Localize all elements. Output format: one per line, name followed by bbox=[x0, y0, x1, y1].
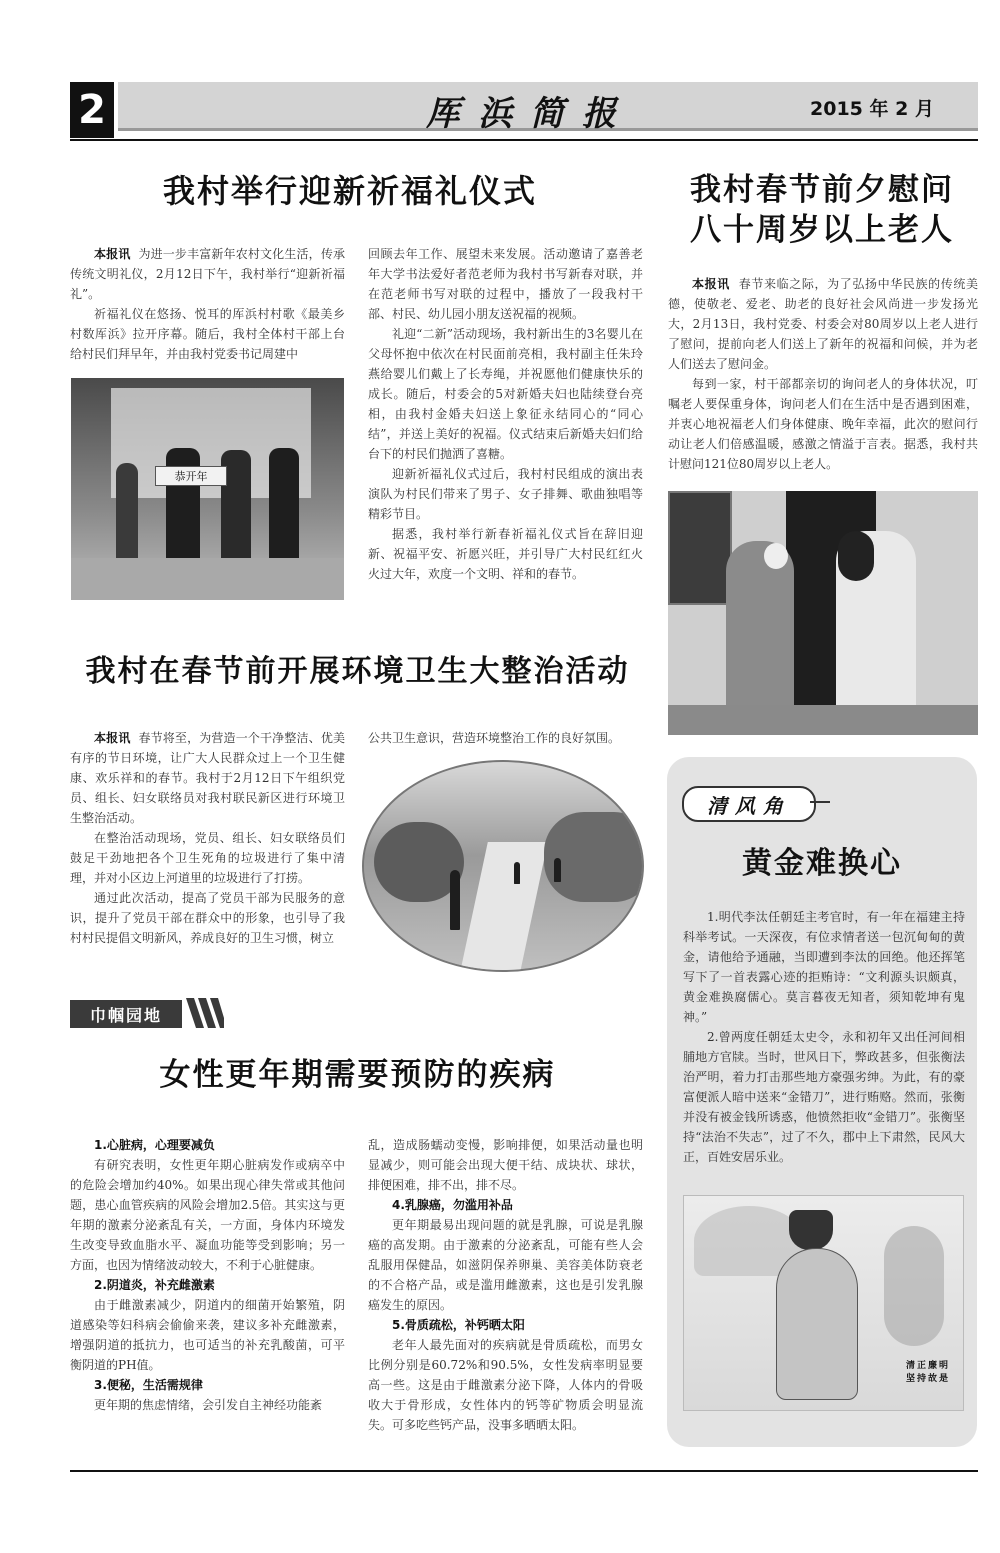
section-tab-stripes bbox=[184, 998, 224, 1028]
section-tab-women: 巾帼园地 bbox=[70, 1000, 182, 1028]
sidebar-painting bbox=[683, 1195, 964, 1411]
article4-title: 女性更年期需要预防的疾病 bbox=[159, 1057, 556, 1093]
elderly-visit-photo bbox=[668, 491, 978, 735]
page-number: 2 bbox=[70, 82, 114, 138]
article3-tag: 本报讯 bbox=[692, 277, 730, 291]
sidebar-body bbox=[683, 907, 965, 1167]
article2-p4: 公共卫生意识，营造环境整治工作的良好氛围。 bbox=[368, 731, 621, 745]
article2-title: 我村在春节前开展环境卫生大整治活动 bbox=[85, 654, 630, 689]
article1-title: 我村举行迎新祈福礼仪式 bbox=[162, 172, 537, 210]
article4-p3b: 乱，造成肠蠕动变慢，影响排便，如果活动量也明显减少，则可能会出现大便干结、成块状、球状，排便困难，排不出，排不尽。 bbox=[368, 1138, 643, 1192]
photo-banner: 恭开年 bbox=[155, 466, 227, 486]
article1-p2: 祈福礼仪在悠扬、悦耳的厍浜村村歌《最美乡村数厍浜》拉开序幕。随后，我村全体村干部上台给村民们拜早年，并由我村党委书记周建中 bbox=[70, 307, 345, 361]
article2-p3: 通过此次活动，提高了党员干部为民服务的意识，提升了党员干部在群众中的形象，也引导了我村村民提倡文明新风，养成良好的卫生习惯，树立 bbox=[70, 891, 345, 945]
article4-p5: 老年人最先面对的疾病就是骨质疏松，而男女比例分别是60.72%和90.5%，女性发病率明显要高一些。这是由于雌激素分泌下降，人体内的骨吸收大于骨形成，女性体内的钙等矿物质会明显流失。可多吃些钙产品，没事多晒晒太阳。 bbox=[368, 1338, 643, 1432]
article3-p1: 春节来临之际，为了弘扬中华民族的传统美德，使敬老、爱老、助老的良好社会风尚进一步发扬光大，2月13日，我村党委、村委会对80周岁以上老人进行了慰问，提前向老人们送上了新年的祝福和问候，并为老人们送去了慰问金。 bbox=[668, 277, 978, 371]
article2-p2: 在整治活动现场，党员、组长、妇女联络员们鼓足干劲地把各个卫生死角的垃圾进行了集中清理，并对小区边上河道里的垃圾进行了打捞。 bbox=[70, 831, 345, 885]
article1-p4: 礼迎“二新”活动现场，我村新出生的3名婴儿在父母怀抱中依次在村民面前亮相，我村副主任朱玲燕给婴儿们戴上了长寿绳，并祝愿他们健康快乐的成长。随后，村委会的5对新婚夫妇也陆续登台亮相，由我村金婚夫妇送上象征永结同心的“同心结”，并送上美好的祝福。仪式结束后新婚夫妇们给台下的村民们抛洒了喜糖。 bbox=[368, 327, 643, 461]
article1-col1 bbox=[70, 244, 345, 364]
article4-h4: 4.乳腺癌，勿滥用补品 bbox=[392, 1198, 513, 1212]
article1-p6: 据悉，我村举行新春祈福礼仪式旨在辞旧迎新、祝福平安、祈愿兴旺，并引导广大村民红红火火过大年，欢度一个文明、祥和的春节。 bbox=[368, 527, 643, 581]
article1-p3: 回顾去年工作、展望未来发展。活动邀请了嘉善老年大学书法爱好者范老师为我村书写新春对联，并在范老师书写对联的过程中，播放了一段我村干部、村民、幼儿园小朋友送祝福的视频。 bbox=[368, 247, 643, 321]
article1-col2 bbox=[368, 244, 643, 584]
sidebar-label: 清风角 bbox=[682, 786, 816, 822]
masthead-title: 厍浜简报 bbox=[426, 94, 634, 134]
article4-p4: 更年期最易出现问题的就是乳腺，可说是乳腺癌的高发期。由于激素的分泌紊乱，可能有些人会乱服用保健品，如滋阴保养卵巢、美容美体防衰老的不合格产品，或是滥用雌激素，这也是引发乳腺癌发生的原因。 bbox=[368, 1218, 643, 1312]
sidebar-p1: 1.明代李汰任朝廷主考官时，有一年在福建主持科举考试。一天深夜，有位求情者送一包沉甸甸的黄金，请他给予通融，当即遭到李汰的回绝。他还挥笔写下了一首表露心迹的拒贿诗：“文利源头识颇真，黄金难换腐儒心。莫言暮夜无知者，须知乾坤有鬼神。” bbox=[683, 910, 965, 1024]
article2-col1 bbox=[70, 728, 345, 948]
cleanup-photo bbox=[362, 760, 644, 972]
article4-h5: 5.骨质疏松，补钙晒太阳 bbox=[392, 1318, 525, 1332]
sidebar-label-rule bbox=[810, 801, 830, 803]
article1-tag: 本报讯 bbox=[94, 247, 131, 261]
sidebar-p2: 2.曾两度任朝廷太史令，永和初年又出任河间相脯地方官牍。当时，世风日下，弊政甚多，但张衡法治严明，着力打击那些地方豪强劣绅。为此，有的豪富便派人暗中送来“金错刀”，进行贿赂。然而，张衡并没有被金钱所诱惑，他愤然拒收“金错刀”。张衡坚持“法治不失志”，过了不久，郡中上下肃然，民风大正，百姓安居乐业。 bbox=[683, 1030, 965, 1164]
article4-col1 bbox=[70, 1135, 345, 1415]
article2-col2 bbox=[368, 728, 643, 748]
article4-h1: 1.心脏病，心理要减负 bbox=[94, 1138, 215, 1152]
article4-h2: 2.阴道炎，补充雌激素 bbox=[94, 1278, 215, 1292]
bottom-rule bbox=[70, 1470, 978, 1472]
painting-caption: 清正廉明 坚持故是 bbox=[905, 1361, 950, 1384]
article3-title-line2: 八十周岁以上老人 bbox=[690, 212, 954, 248]
sidebar-title: 黄金难换心 bbox=[742, 846, 902, 881]
article3-title-line1: 我村春节前夕慰问 bbox=[690, 172, 954, 208]
masthead-rule bbox=[70, 139, 978, 141]
article1-p5: 迎新祈福礼仪式过后，我村村民组成的演出表演队为村民们带来了男子、女子排舞、歌曲独唱等精彩节目。 bbox=[368, 467, 643, 521]
article4-p3a: 更年期的焦虑情绪，会引发自主神经功能紊 bbox=[94, 1398, 323, 1412]
article3-p2: 每到一家，村干部都亲切的询问老人的身体状况，叮嘱老人要保重身体，询问老人们在生活中是否遇到困难，并衷心地祝福老人们身体健康、晚年幸福，此次的慰问行动让老人们倍感温暖，感激之情溢于言表。据悉，我村共计慰问121位80周岁以上老人。 bbox=[668, 377, 978, 471]
article4-p1: 有研究表明，女性更年期心脏病发作或病卒中的危险会增加约40%。如果出现心律失常或其他问题，患心血管疾病的风险会增加2.5倍。其实这与更年期的激素分泌紊乱有关，一方面，身体内环境发生改变导致血脂水平、凝血功能等受到影响；另一方面，也因为情绪波动较大，不利于心脏健康。 bbox=[70, 1158, 345, 1272]
article2-p1: 春节将至，为营造一个干净整洁、优美有序的节日环境，让广大人民群众过上一个卫生健康、欢乐祥和的春节。我村于2月12日下午组织党员、组长、妇女联络员对我村联民新区进行环境卫生整治活动。 bbox=[70, 731, 345, 825]
article1-p1: 为进一步丰富新年农村文化生活，传承传统文明礼仪，2月12日下午，我村举行“迎新祈福礼”。 bbox=[70, 247, 345, 301]
article4-col2 bbox=[368, 1135, 643, 1435]
ceremony-photo bbox=[71, 378, 344, 600]
article4-p2: 由于雌激素减少，阴道内的细菌开始繁殖，阴道感染等妇科病会偷偷来袭，建议多补充雌激素，增强阴道的抵抗力，也可适当的补充乳酸菌，可平衡阴道的PH值。 bbox=[70, 1298, 345, 1372]
article2-tag: 本报讯 bbox=[94, 731, 131, 745]
issue-date: 2015 年 2 月 bbox=[810, 98, 934, 120]
article3-body bbox=[668, 274, 978, 474]
article4-h3: 3.便秘，生活需规律 bbox=[94, 1378, 203, 1392]
